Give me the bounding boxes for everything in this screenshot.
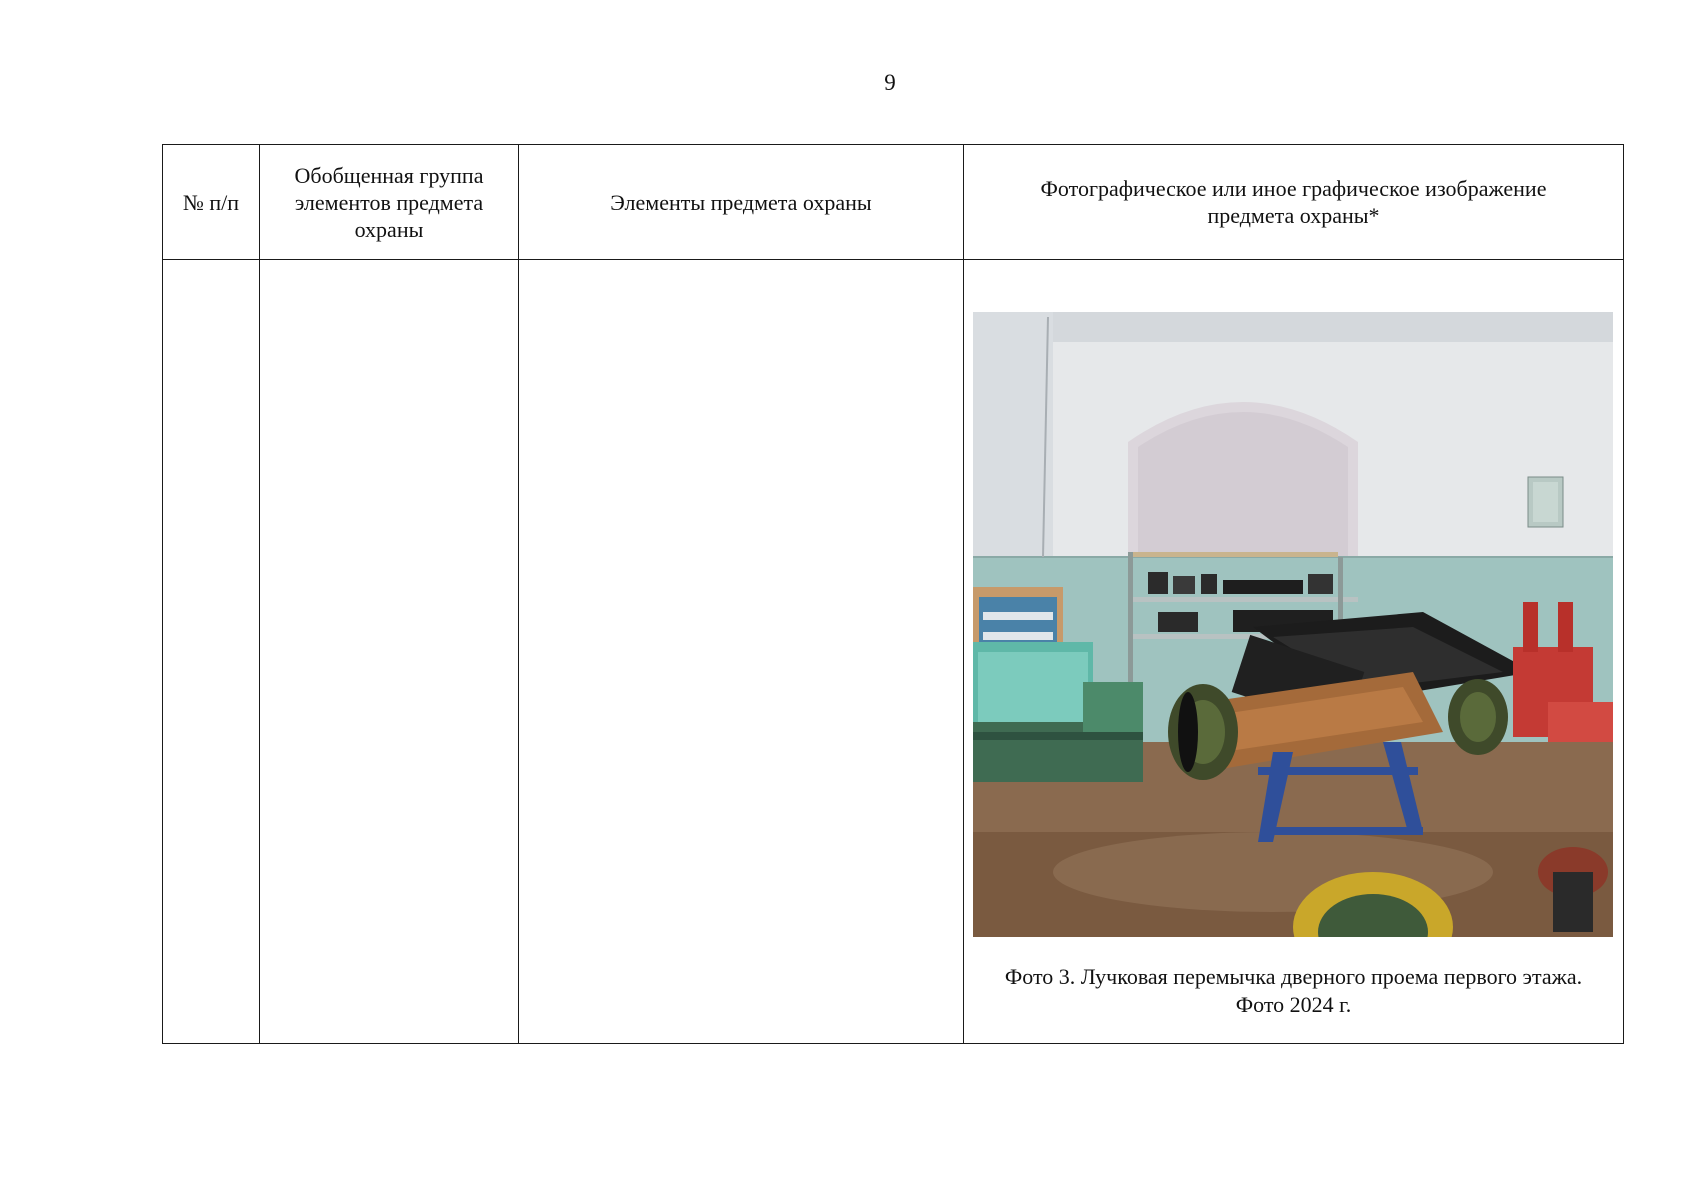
header-group <box>260 145 519 260</box>
table-row <box>163 260 1624 1044</box>
header-group-text: Обобщенная группа элементов предмета охраны <box>294 162 484 242</box>
cell-num <box>163 260 260 1044</box>
header-photo <box>964 145 1624 260</box>
header-num: № п/п <box>163 145 260 260</box>
table-header-row <box>163 145 1624 260</box>
header-elements: Элементы предмета охраны <box>519 145 964 260</box>
header-photo-text: Фотографическое или иное графическое изображение предмета охраны* <box>1040 176 1547 228</box>
photo-caption: Фото 3. Лучковая перемычка дверного проема первого этажа. Фото 2024 г. <box>1004 964 1583 1017</box>
page-number: 9 <box>884 70 896 95</box>
photo-workshop <box>973 312 1613 937</box>
cell-group <box>260 260 519 1044</box>
protection-elements-table <box>162 144 1624 1044</box>
cell-elements <box>519 260 964 1044</box>
cell-photo <box>964 260 1624 1044</box>
